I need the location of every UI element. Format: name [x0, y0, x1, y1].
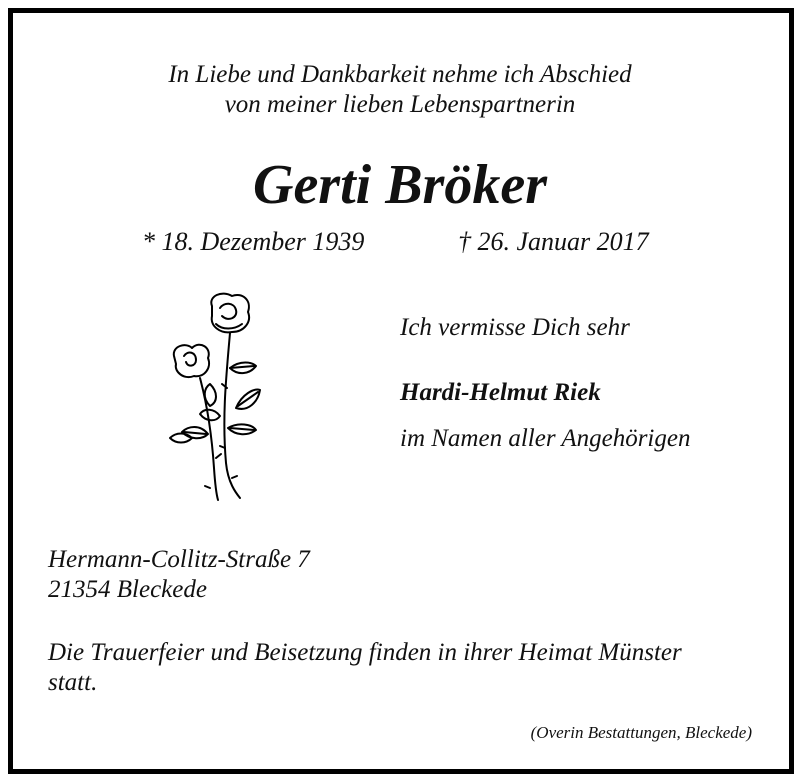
deceased-name: Gerti Bröker	[253, 154, 547, 216]
address-street: Hermann-Collitz-Straße 7	[48, 546, 310, 573]
funeral-line-2: statt.	[48, 669, 98, 696]
funeral-line-1: Die Trauerfeier und Beisetzung finden in ihrer Heimat Münster	[48, 639, 682, 666]
rose-icon	[160, 288, 270, 508]
birth-date: * 18. Dezember 1939	[142, 227, 365, 256]
intro-line-2: von meiner lieben Lebenspartnerin	[224, 91, 576, 118]
address-city: 21354 Bleckede	[48, 576, 207, 603]
death-date: † 26. Januar 2017	[458, 227, 649, 256]
signer-name: Hardi-Helmut Riek	[400, 379, 601, 406]
intro-line-1: In Liebe und Dankbarkeit nehme ich Abschied	[168, 61, 632, 88]
message-text: Ich vermisse Dich sehr	[400, 314, 630, 341]
undertaker-credit: (Overin Bestattungen, Bleckede)	[530, 723, 752, 742]
signer-note: im Namen aller Angehörigen	[400, 425, 691, 452]
